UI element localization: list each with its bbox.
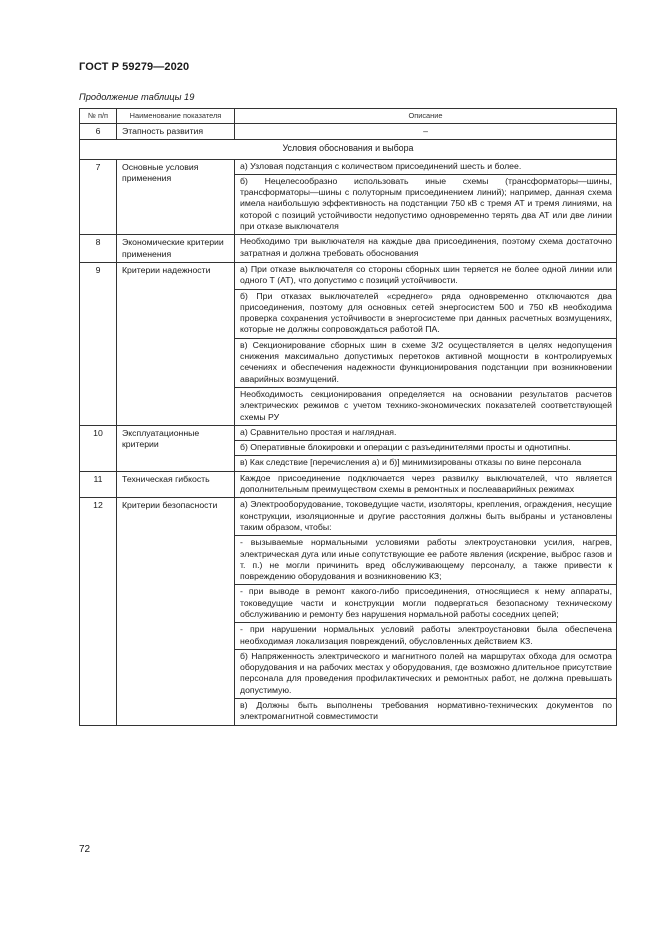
page-number: 72 [79, 844, 91, 855]
row-name: Экономические критерии применения [117, 235, 235, 263]
description-paragraph: а) Узловая подстанция с количеством присоединений шесть и более. [240, 160, 522, 171]
description-paragraph: Необходимость секционирования определяется на основании результатов расчетов электрических режимов с учетом технико-экономических показателей соответствующей схемы РУ [235, 387, 616, 425]
row-description [235, 471, 617, 498]
table-header-row [80, 109, 617, 124]
indicators-table [79, 108, 617, 726]
table-caption: Продолжение таблицы 19 [79, 92, 195, 102]
description-paragraph: б) При отказах выключателей «среднего» ряда одновременно отключаются два присоединения, поэтому для основных сетей энергосистем 500 и 750 кВ необходима проверка сохранения устойчивости в энергосистеме при данных расчетных возмущениях, которые не должны сопровождаться работой ПА. [235, 289, 616, 338]
row-description [235, 425, 617, 471]
row-description: – [235, 124, 617, 140]
description-paragraph: Необходимо три выключателя на каждые два присоединения, поэтому схема достаточно затратная и должна требовать обоснования [240, 236, 612, 258]
row-name: Этапность развития [117, 124, 235, 140]
row-number: 7 [80, 159, 117, 235]
row-description [235, 159, 617, 235]
table-row [80, 235, 617, 263]
description-paragraph: б) Напряженность электрического и магнитного полей на маршрутах обхода для осмотра оборудования и на рабочих местах у оборудования, где возможно длительное присутствие персонала для проведения профилактических и ремонтных работ, не должна превышать допустимую. [235, 649, 616, 698]
description-paragraph: б) Оперативные блокировки и операции с разъединителями просты и однотипны. [235, 440, 616, 455]
column-header-number: № п/п [80, 109, 117, 124]
description-paragraph: - вызываемые нормальными условиями работы электроустановки усилия, нагрев, электрическая дуга или иные сопутствующие ее работе явления (искрение, выброс газов и т. п.) не могли причинить вред обслуживающему персоналу, а также привести к повреждению оборудования и возникновению КЗ; [235, 535, 616, 584]
description-paragraph: Каждое присоединение подключается через развилку выключателей, что является дополнительным преимуществом схемы в ремонтных и послеаварийных режимах [240, 472, 612, 495]
description-paragraph: - при нарушении нормальных условий работы электроустановки была обеспечена необходимая локализация повреждений, обусловленных действием КЗ. [235, 622, 616, 649]
description-paragraph: в) Как следствие [перечисления а) и б)] минимизированы отказы по вине персонала [235, 455, 616, 470]
table-row [80, 498, 617, 725]
description-paragraph: - при выводе в ремонт какого-либо присоединения, относящиеся к нему аппараты, токоведущие части и конструкции могли подвергаться безопасному техническому обслуживанию и ремонту без нарушения нормальной работы соседних цепей; [235, 584, 616, 622]
row-name: Критерии безопасности [117, 498, 235, 725]
section-row [80, 140, 617, 159]
table-row [80, 425, 617, 471]
row-description [235, 262, 617, 425]
row-name: Техническая гибкость [117, 471, 235, 498]
description-paragraph: а) Электрооборудование, токоведущие части, изоляторы, крепления, ограждения, несущие конструкции, изоляционные и другие расстояния должны быть выбраны и установлены таким образом, чтобы: [240, 499, 612, 532]
row-number: 12 [80, 498, 117, 725]
description-paragraph: в) Секционирование сборных шин в схеме 3/2 осуществляется в целях недопущения снижения максимально допустимых перетоков активной мощности в контролируемых сечениях и обеспечения надежности функционирования подстанции при возникновении аварийных возмущений. [235, 338, 616, 387]
table-row [80, 262, 617, 425]
description-paragraph: а) Сравнительно простая и наглядная. [240, 426, 397, 437]
row-name: Основные условия применения [117, 159, 235, 235]
row-number: 11 [80, 471, 117, 498]
row-number: 6 [80, 124, 117, 140]
column-header-description: Описание [235, 109, 617, 124]
section-title: Условия обоснования и выбора [80, 140, 617, 159]
row-name: Критерии надежности [117, 262, 235, 425]
table-row [80, 124, 617, 140]
row-number: 10 [80, 425, 117, 471]
row-name: Эксплуатационные критерии [117, 425, 235, 471]
row-number: 9 [80, 262, 117, 425]
description-paragraph: б) Нецелесообразно использовать иные схемы (трансформаторы—шины, трансформаторы—шины с полуторным присоединением линий); например, данная схема имела наибольшую эффективность на подстанции 750 кВ с тремя АТ и тремя линиями, на которой с позиций устойчивости недопустимо одновременно терять два АТ или две линии при отказе выключателя [235, 174, 616, 234]
document-code: ГОСТ Р 59279—2020 [79, 61, 190, 73]
description-paragraph: в) Должны быть выполнены требования нормативно-технических документов по электромагнитной совместимости [235, 698, 616, 725]
table-row [80, 159, 617, 235]
column-header-name: Наименование показателя [117, 109, 235, 124]
table-row [80, 471, 617, 498]
description-paragraph: а) При отказе выключателя со стороны сборных шин теряется не более одной линии или одного Т (АТ), что допустимо с позиций устойчивости. [240, 263, 612, 286]
row-number: 8 [80, 235, 117, 263]
row-description [235, 235, 617, 263]
row-description [235, 498, 617, 725]
